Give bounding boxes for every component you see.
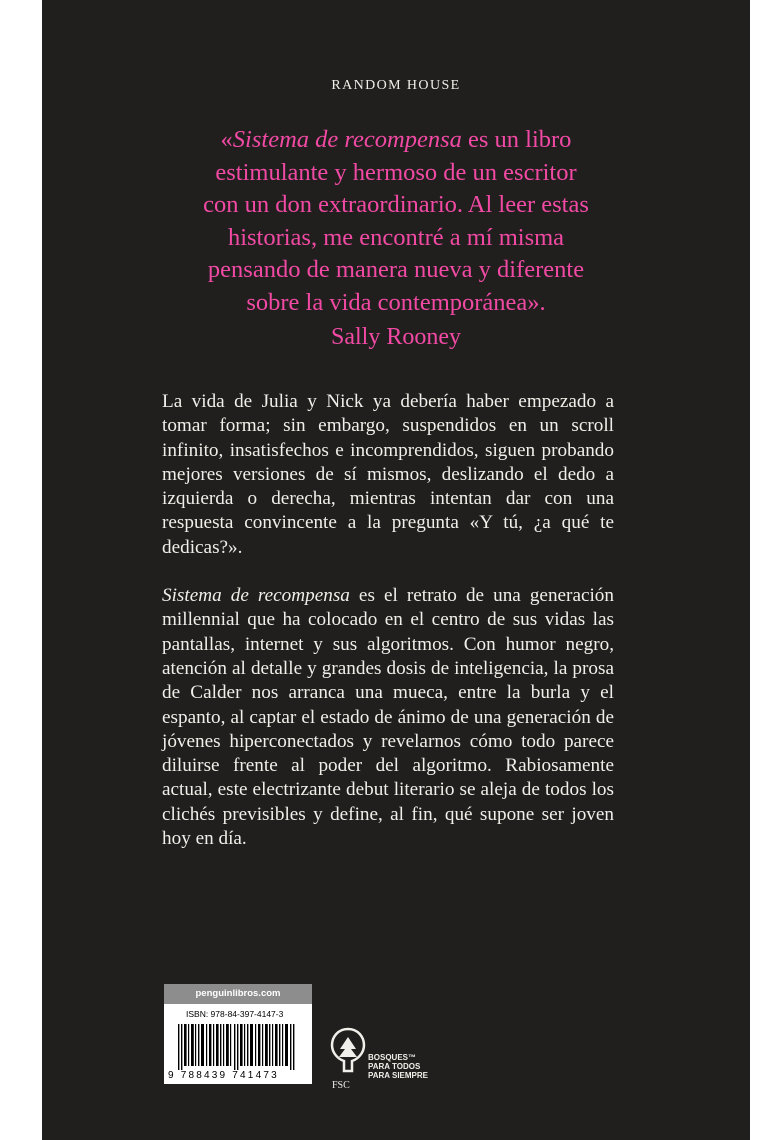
- fsc-slogan-line: BOSQUES™: [368, 1053, 417, 1062]
- quote-author: Sally Rooney: [331, 324, 461, 350]
- fsc-slogan: [368, 1053, 448, 1080]
- publisher-website: penguinlibros.com: [164, 984, 312, 1004]
- publisher-name: RANDOM HOUSE: [331, 78, 461, 93]
- quote-line: estimulante y hermoso de un escritor: [215, 158, 577, 186]
- isbn-number: ISBN: 978-84-397-4147-3: [186, 1009, 284, 1019]
- quote-title-italic: Sistema de recompensa: [232, 126, 462, 153]
- synopsis-paragraph-1: La vida de Julia y Nick ya debería haber empezado a tomar forma; sin embargo, suspendidos en un scroll infinito, insatisfechos e incomprendidos, siguen probando mejores versiones de sí mismos, deslizando el dedo a izquierda o derecha, mientras intentan dar con una respuesta convincente a la pregunta «Y tú, ¿a qué te dedicas?».: [162, 391, 614, 558]
- synopsis: [162, 390, 614, 875]
- quote-line: es un libro: [461, 126, 572, 153]
- barcode-digits: 9 788439 741473: [168, 1070, 279, 1081]
- barcode-bars: [170, 1024, 306, 1070]
- fsc-tree-icon: [328, 1025, 368, 1079]
- synopsis-paragraph-2: [162, 584, 614, 851]
- synopsis-paragraph-2-text: es el retrato de una generación millennial que ha colocado en el centro de sus vidas las pantallas, internet y sus algoritmos. Con humor negro, atención al detalle y grandes dosis de inteligencia, la prosa de Calder nos arranca una mueca, entre la burla y el espanto, al captar el estado de ánimo de una generación de jóvenes hiperconectados y revelarnos cómo todo parece diluirse frente al poder del algoritmo. Rabiosamente actual, este electrizante debut literario se aleja de todos los clichés previsibles y define, al fin, qué supone ser joven hoy en día.: [162, 585, 614, 850]
- synopsis-title-italic: Sistema de recompensa: [162, 585, 350, 607]
- blurb-quote: [132, 124, 660, 354]
- quote-line: pensando de manera nueva y diferente: [207, 256, 585, 283]
- fsc-label: FSC: [332, 1080, 350, 1091]
- isbn-barcode-box: [164, 984, 312, 1084]
- quote-line: sobre la vida contemporánea».: [246, 288, 546, 316]
- fsc-slogan-line: PARA TODOS: [368, 1062, 421, 1071]
- fsc-logo: [328, 1025, 448, 1095]
- quote-line: historias, me encontré a mí misma: [227, 223, 565, 251]
- fsc-slogan-line: PARA SIEMPRE: [368, 1071, 429, 1080]
- quote-line: con un don extraordinario. Al leer estas: [203, 191, 589, 218]
- quote-open-mark: «: [220, 126, 233, 153]
- back-cover: [42, 0, 750, 1140]
